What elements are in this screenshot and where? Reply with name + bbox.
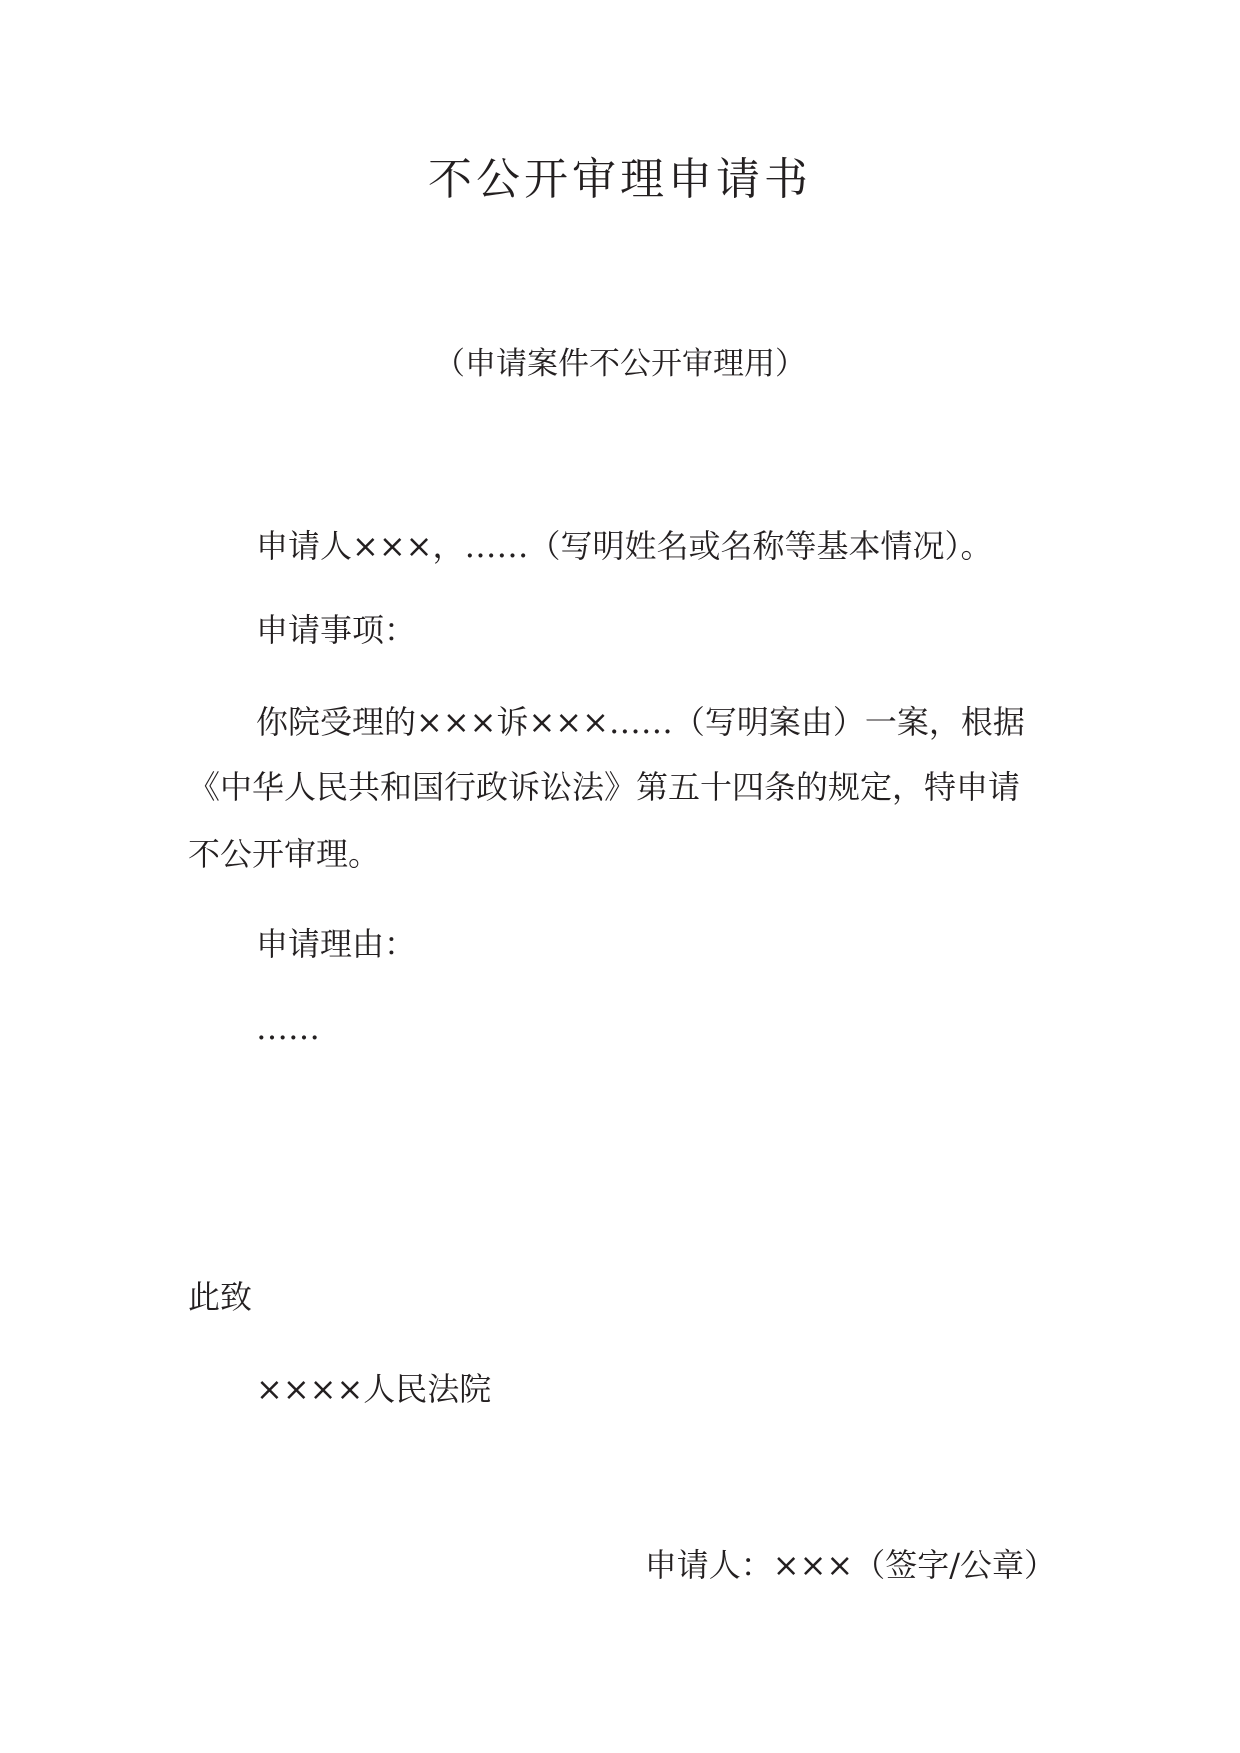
salutation: 此致: [188, 1278, 253, 1316]
request-line-2: 《中华人民共和国行政诉讼法》第五十四条的规定，特申请: [188, 768, 1021, 806]
request-line-1: 你院受理的×××诉×××……（写明案由）一案，根据: [256, 703, 1025, 741]
document-title: 不公开审理申请书: [428, 154, 812, 205]
court-name: ××××人民法院: [256, 1370, 492, 1408]
reason-placeholder: ……: [256, 1009, 320, 1047]
request-heading: 申请事项：: [256, 611, 417, 649]
reason-heading: 申请理由：: [256, 925, 417, 963]
document-subtitle: （申请案件不公开审理用）: [434, 346, 806, 382]
signature-line: 申请人：×××（签字/公章）: [644, 1546, 1056, 1584]
applicant-line: 申请人×××，……（写明姓名或名称等基本情况）。: [256, 527, 993, 565]
request-line-3: 不公开审理。: [188, 835, 381, 873]
